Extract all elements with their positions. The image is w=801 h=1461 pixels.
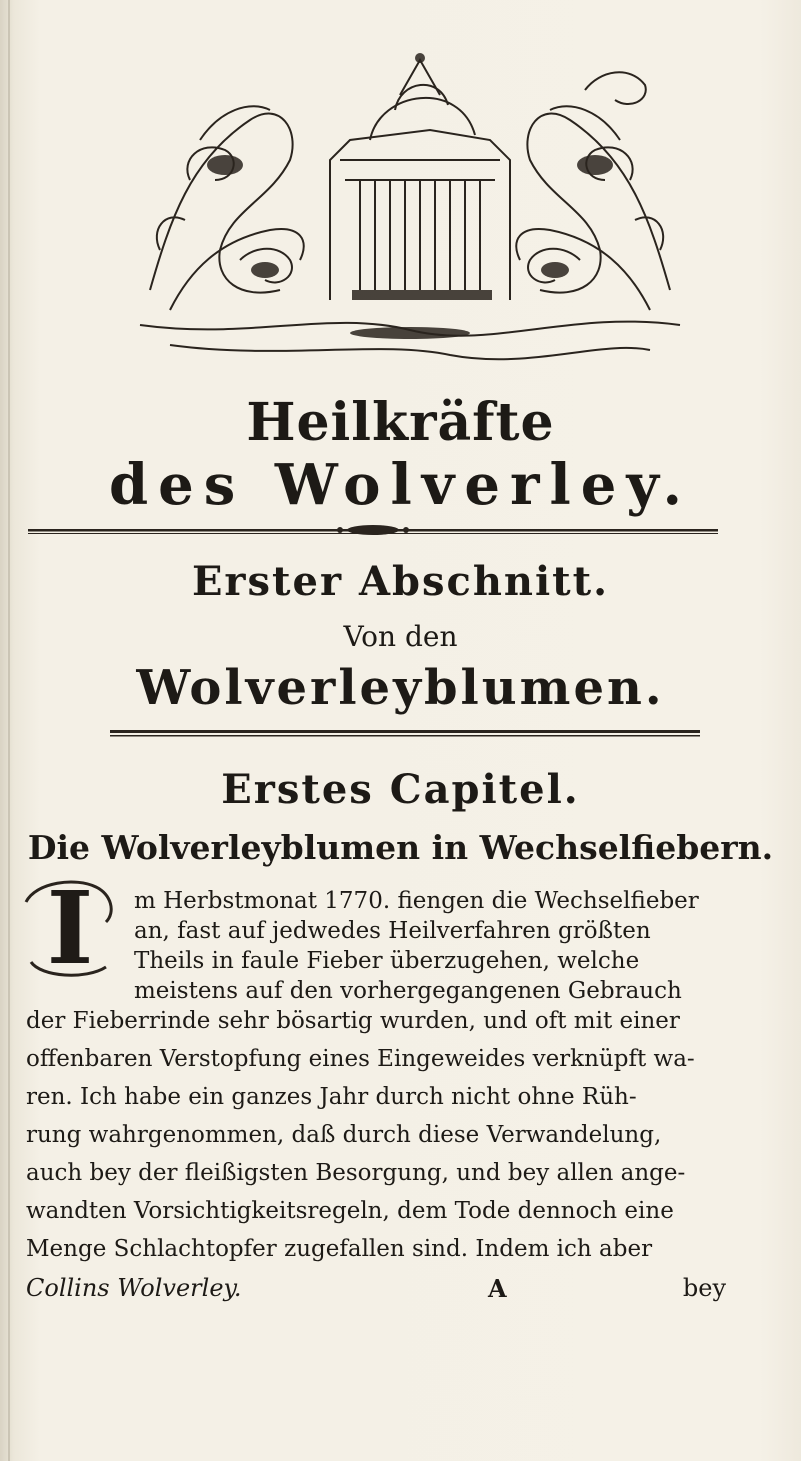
body-line: meistens auf den vorhergegangenen Gebrauch: [134, 978, 682, 1004]
body-line: rung wahrgenommen, daß durch diese Verwandelung,: [26, 1122, 662, 1148]
body-line: wandten Vorsichtigkeitsregeln, dem Tode dennoch eine: [26, 1198, 674, 1224]
body-line: Theils in faule Fieber überzugehen, welche: [134, 948, 640, 974]
section-heading: Erster Abschnitt.: [191, 558, 610, 605]
page-footer: [26, 1274, 726, 1304]
section-subject: Wolverleyblumen.: [136, 660, 665, 716]
chapter-heading: Erstes Capitel.: [221, 766, 580, 813]
running-title: Collins Wolverley.: [26, 1274, 242, 1302]
body-line: der Fieberrinde sehr bösartig wurden, und oft mit einer: [26, 1008, 680, 1034]
body-line: ren. Ich habe ein ganzes Jahr durch nicht ohne Rüh-: [26, 1084, 637, 1110]
ornamental-rule: [28, 524, 718, 538]
body-line: Menge Schlachtopfer zugefallen sind. Indem ich aber: [26, 1236, 653, 1262]
body-line: auch bey der fleißigsten Besorgung, und bey allen ange-: [26, 1160, 686, 1186]
headpiece-vignette-illustration: [130, 40, 690, 370]
signature-mark: A: [488, 1274, 507, 1303]
body-line: m Herbstmonat 1770. fiengen die Wechselfieber: [134, 888, 699, 914]
chapter-subtitle: Die Wolverleyblumen in Wechselfiebern.: [27, 828, 774, 867]
drop-cap-initial: I: [46, 869, 94, 987]
body-line: an, fast auf jedwedes Heilverfahren größten: [134, 918, 651, 944]
section-from: Von den: [343, 620, 458, 653]
title-line-2: des Wolverley.: [109, 452, 692, 518]
double-rule: [110, 728, 700, 740]
body-line: offenbaren Verstopfung eines Eingeweides verknüpft wa-: [26, 1046, 695, 1072]
title-line-1: Heilkräfte: [246, 392, 555, 453]
catchword: bey: [682, 1274, 726, 1302]
page-gutter-edge: [8, 0, 10, 1461]
